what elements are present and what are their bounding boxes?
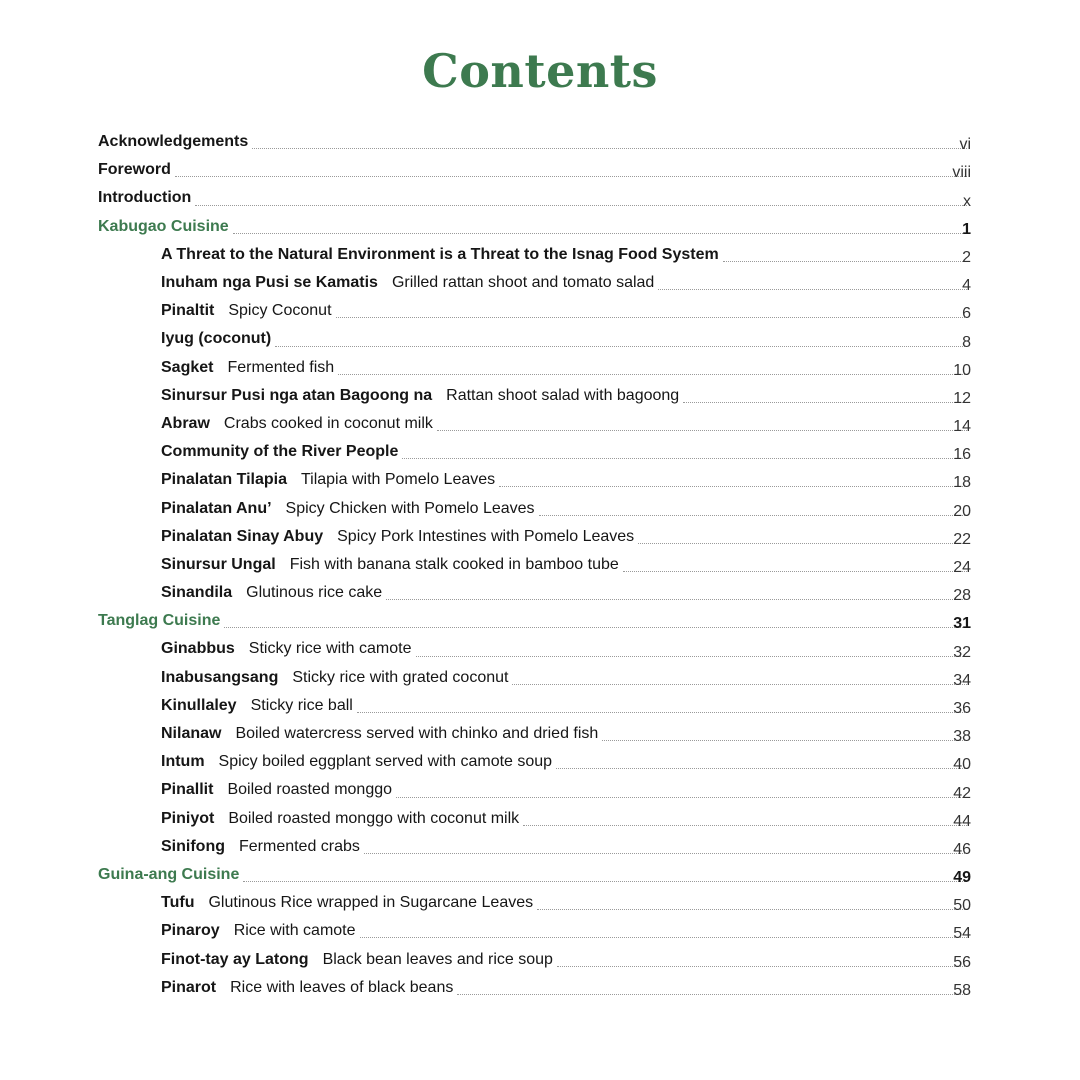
toc-page-number: 8 (962, 333, 971, 351)
toc-entry-description: Sticky rice with grated coconut (292, 668, 509, 686)
toc-entry-description: Rattan shoot salad with bagoong (446, 386, 680, 404)
dot-leader (360, 936, 967, 938)
toc-page-number: 50 (953, 897, 971, 915)
toc-entry (0, 579, 1080, 607)
dot-leader (557, 965, 967, 967)
dot-leader (195, 204, 967, 206)
dot-leader (723, 260, 967, 262)
toc-entry (0, 748, 1080, 776)
toc-entry-title: Intum (161, 753, 205, 771)
toc-entry-title: Tufu (161, 894, 195, 912)
toc-section-heading (0, 213, 1080, 241)
toc-entry-title: Sagket (161, 358, 214, 376)
toc-entry-description: Glutinous Rice wrapped in Sugarcane Leaves (208, 894, 534, 912)
toc-entry-title: Pinaltit (161, 302, 215, 320)
dot-leader (537, 908, 967, 910)
toc-entry-description: Spicy Coconut (228, 302, 332, 320)
toc-entry-title: Sinandila (161, 584, 233, 602)
toc-entry-title: Finot-tay ay Latong (161, 950, 309, 968)
dot-leader (402, 457, 967, 459)
toc-entry (0, 297, 1080, 325)
toc-section-heading (0, 861, 1080, 889)
toc-page-number: 34 (953, 671, 971, 689)
toc-page-number: 14 (953, 418, 971, 436)
dot-leader (252, 147, 967, 149)
dot-leader (338, 373, 967, 375)
dot-leader (175, 175, 967, 177)
dot-leader (396, 796, 967, 798)
dot-leader (683, 401, 967, 403)
toc-page-number: 24 (953, 559, 971, 576)
toc-entry-title: Pinallit (161, 781, 214, 799)
toc-entry-description: Boiled roasted monggo (227, 781, 393, 799)
dot-leader (658, 288, 967, 290)
table-of-contents (0, 128, 1080, 1002)
toc-page-number: 46 (953, 840, 971, 858)
toc-page-number: vi (959, 136, 971, 154)
toc-entry-title: Guina-ang Cuisine (98, 865, 240, 883)
toc-entry-title: Sinifong (161, 837, 225, 855)
toc-entry-description: Fermented crabs (238, 837, 360, 855)
toc-entry-description: Sticky rice ball (250, 696, 353, 714)
toc-entry-description: Spicy Pork Intestines with Pomelo Leaves (337, 527, 635, 545)
toc-entry-title: Kabugao Cuisine (98, 217, 229, 235)
toc-page-number: 31 (953, 615, 971, 633)
toc-entry (0, 551, 1080, 579)
toc-page-number: 10 (953, 361, 971, 379)
toc-entry (0, 974, 1080, 1002)
dot-leader (638, 542, 967, 544)
toc-entry (0, 692, 1080, 720)
toc-entry (0, 494, 1080, 522)
toc-entry (0, 438, 1080, 466)
dot-leader (275, 345, 967, 347)
toc-entry-description: Crabs cooked in coconut milk (223, 414, 433, 432)
dot-leader (437, 429, 967, 431)
dot-leader (357, 711, 967, 713)
toc-entry-description: Grilled rattan shoot and tomato salad (391, 274, 655, 292)
toc-entry-description: Spicy boiled eggplant served with camote soup (218, 753, 553, 771)
toc-entry (0, 889, 1080, 917)
page-title: Contents (422, 44, 658, 98)
toc-entry-title: Pinaroy (161, 922, 220, 940)
toc-entry-description: Fish with banana stalk cooked in bamboo tube (289, 555, 619, 573)
toc-page-number: 44 (953, 812, 971, 830)
toc-entry-title: Iyug (coconut) (161, 330, 272, 348)
toc-page-number: 12 (953, 389, 971, 407)
toc-page-number: 6 (962, 305, 971, 323)
toc-entry-title: Piniyot (161, 809, 215, 827)
toc-page-number: 40 (953, 756, 971, 774)
toc-entry-title: Pinarot (161, 978, 217, 996)
toc-page-number: 16 (953, 446, 971, 464)
toc-page-number: 18 (953, 474, 971, 492)
toc-entry-description: Tilapia with Pomelo Leaves (300, 471, 496, 489)
toc-page-number: 42 (953, 784, 971, 802)
dot-leader (233, 232, 967, 234)
dot-leader (499, 485, 967, 487)
toc-entry (0, 269, 1080, 297)
toc-entry (0, 410, 1080, 438)
toc-entry-title: A Threat to the Natural Environment is a Threat to the Isnag Food System (161, 245, 719, 263)
toc-entry (0, 720, 1080, 748)
toc-entry (0, 635, 1080, 663)
dot-leader (512, 683, 967, 685)
toc-entry-title: Pinalatan Tilapia (161, 471, 287, 489)
toc-page-number: 22 (953, 530, 971, 548)
toc-entry-title: Community of the River People (161, 443, 399, 461)
toc-page-number: 36 (953, 699, 971, 717)
toc-entry (0, 664, 1080, 692)
dot-leader (556, 767, 967, 769)
toc-entry (0, 382, 1080, 410)
dot-leader (224, 626, 967, 628)
toc-page-number: 32 (953, 643, 971, 661)
toc-entry-title: Inabusangsang (161, 668, 279, 686)
toc-entry-description: Sticky rice with camote (248, 640, 412, 658)
toc-entry-description: Black bean leaves and rice soup (322, 950, 553, 968)
toc-page-number: 56 (953, 953, 971, 971)
toc-page-number: 38 (953, 728, 971, 746)
toc-entry-title: Tanglag Cuisine (98, 612, 221, 630)
toc-entry-description: Spicy Chicken with Pomelo Leaves (285, 499, 535, 517)
toc-entry-title: Pinalatan Sinay Abuy (161, 527, 324, 545)
toc-entry-title: Ginabbus (161, 640, 235, 658)
dot-leader (523, 824, 967, 826)
toc-entry (0, 466, 1080, 494)
toc-entry-title: Sinursur Pusi nga atan Bagoong na (161, 386, 433, 404)
toc-entry-description: Boiled roasted monggo with coconut milk (228, 809, 520, 827)
toc-section-heading (0, 607, 1080, 635)
toc-page-number: 2 (962, 248, 971, 266)
toc-entry (0, 325, 1080, 353)
toc-entry (0, 241, 1080, 269)
toc-entry-description: Rice with leaves of black beans (230, 978, 454, 996)
toc-entry (0, 917, 1080, 945)
toc-entry (0, 128, 1080, 156)
dot-leader (457, 993, 967, 995)
dot-leader (602, 739, 967, 741)
toc-entry-title: Acknowledgements (98, 133, 249, 151)
toc-entry-title: Sinursur Ungal (161, 555, 276, 573)
toc-entry-title: Introduction (98, 189, 192, 207)
toc-page-number: 49 (953, 869, 971, 887)
dot-leader (623, 570, 967, 572)
toc-entry-description: Fermented fish (227, 358, 335, 376)
toc-page-number: x (963, 192, 971, 210)
toc-page-number: viii (952, 164, 971, 182)
dot-leader (539, 514, 967, 516)
dot-leader (364, 852, 967, 854)
dot-leader (386, 598, 967, 600)
toc-page-number: 58 (953, 981, 971, 999)
toc-page-number: 28 (953, 587, 971, 605)
toc-entry (0, 945, 1080, 973)
toc-entry-title: Nilanaw (161, 725, 222, 743)
dot-leader (243, 880, 967, 882)
toc-page-number: 20 (953, 502, 971, 520)
toc-page-number: 1 (962, 220, 971, 238)
toc-entry (0, 776, 1080, 804)
toc-page-number: 54 (953, 925, 971, 943)
toc-entry (0, 523, 1080, 551)
toc-entry (0, 354, 1080, 382)
toc-page-number: 4 (962, 277, 971, 295)
toc-entry (0, 156, 1080, 184)
toc-entry-title: Inuham nga Pusi se Kamatis (161, 274, 378, 292)
toc-entry (0, 833, 1080, 861)
toc-entry-description: Rice with camote (233, 922, 356, 940)
toc-entry (0, 184, 1080, 212)
toc-entry (0, 805, 1080, 833)
toc-entry-title: Abraw (161, 414, 210, 432)
dot-leader (416, 655, 968, 657)
toc-entry-title: Pinalatan Anu’ (161, 499, 272, 517)
dot-leader (336, 316, 967, 318)
toc-entry-title: Kinullaley (161, 696, 237, 714)
toc-entry-title: Foreword (98, 161, 171, 179)
toc-entry-description: Glutinous rice cake (246, 584, 383, 602)
toc-entry-description: Boiled watercress served with chinko and dried fish (235, 725, 599, 743)
